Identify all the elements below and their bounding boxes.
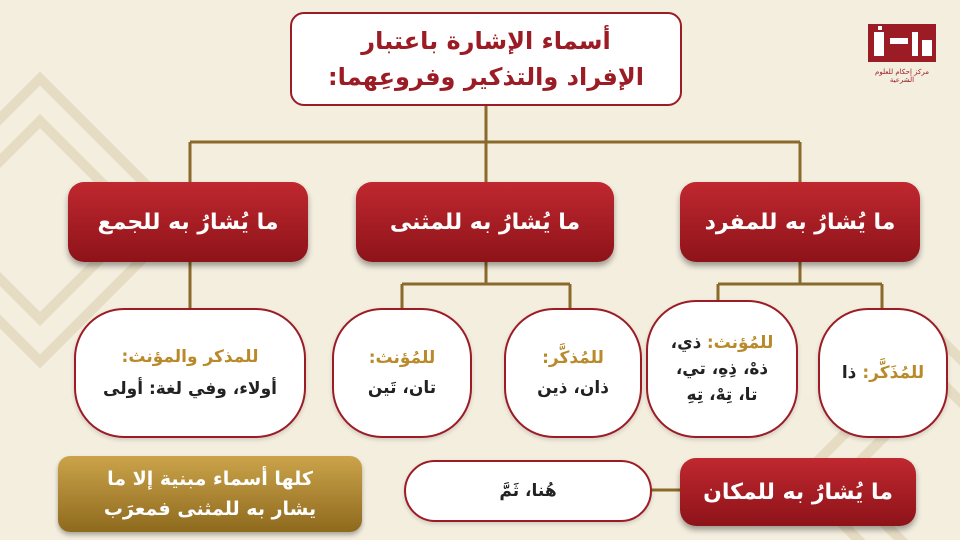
singular-masc-value: ذا xyxy=(841,363,857,383)
category-singular xyxy=(680,182,920,262)
category-plural-label: ما يُشارُ به للجمع xyxy=(97,209,279,235)
diagram-title xyxy=(290,12,682,106)
place-node xyxy=(404,460,652,522)
singular-fem-label: للمُؤنث: xyxy=(706,333,774,353)
title-line-2: الإفراد والتذكير وفروعِهما: xyxy=(328,63,644,91)
category-dual-label: ما يُشارُ به للمثنى xyxy=(389,209,581,235)
dual-masc-label: للمُذكَّر: xyxy=(542,348,604,368)
title-line-1: أسماء الإشارة باعتبار xyxy=(361,27,611,55)
category-place-label: ما يُشارُ به للمكان xyxy=(703,479,893,505)
singular-masc-label: للمُذَكَّر: xyxy=(862,363,925,383)
note-line-1: كلها أسماء مبنية إلا ما xyxy=(107,468,313,490)
plural-value: أولاء، وفي لغة: أولى xyxy=(103,379,277,399)
dual-masc-node xyxy=(504,308,642,438)
category-singular-label: ما يُشارُ به للمفرد xyxy=(704,209,896,235)
logo xyxy=(866,22,938,92)
dual-masc-value: ذان، ذين xyxy=(537,378,609,398)
category-plural xyxy=(68,182,308,262)
dual-fem-label: للمُؤنث: xyxy=(368,348,436,368)
singular-fem-line-3: تا، تِهْ، تِهِ xyxy=(686,385,758,405)
logo-mark-icon xyxy=(866,22,938,68)
note-line-2: يشار به للمثنى فمعرَب xyxy=(103,498,317,520)
singular-fem-line-2: ذهْ، ذِهِ، تي، xyxy=(675,359,769,379)
singular-fem-line-1: ذي، xyxy=(670,333,702,353)
plural-label: للمذكر والمؤنث: xyxy=(121,347,259,367)
category-place xyxy=(680,458,916,526)
singular-masc-node xyxy=(818,308,948,438)
plural-node xyxy=(74,308,306,438)
singular-fem-node xyxy=(646,300,798,438)
dual-fem-value: تان، تَين xyxy=(367,378,437,398)
category-dual xyxy=(356,182,614,262)
note-box xyxy=(58,456,362,532)
logo-subtitle: مركز إحكام للعلوم الشرعية xyxy=(875,68,929,84)
dual-fem-node xyxy=(332,308,472,438)
place-value: هُنا، ثَمَّ xyxy=(499,481,557,501)
